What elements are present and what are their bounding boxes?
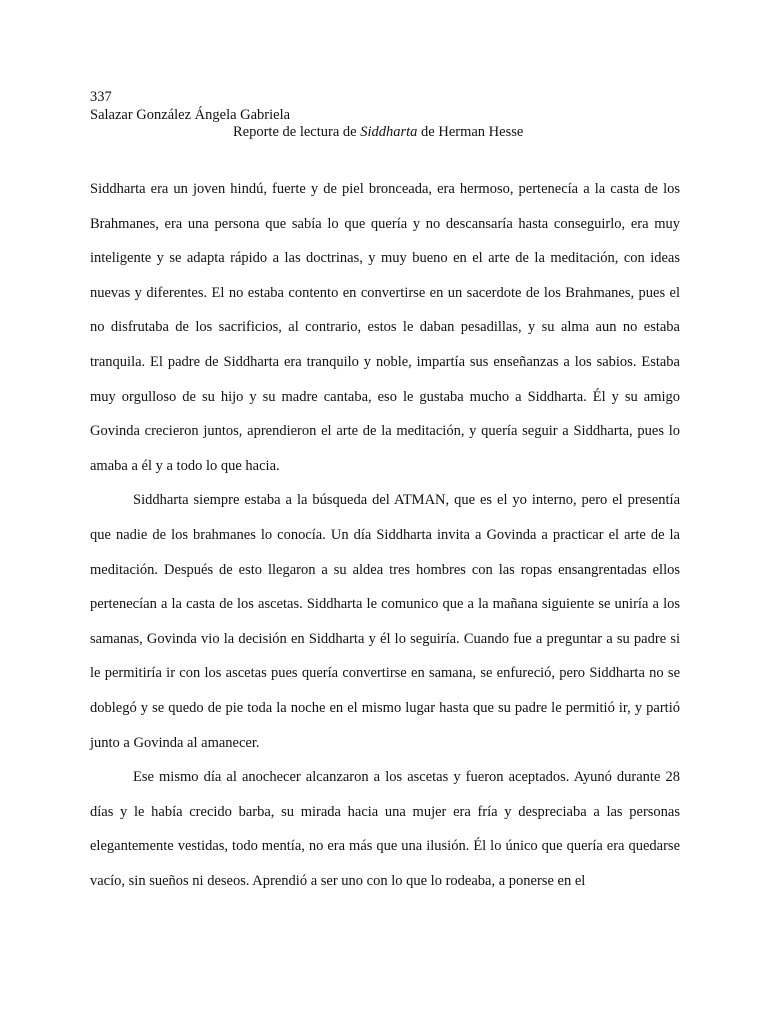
title-prefix: Reporte de lectura de bbox=[233, 124, 357, 140]
document-header bbox=[90, 88, 290, 124]
page-number: 337 bbox=[90, 89, 112, 105]
author-name: Salazar González Ángela Gabriela bbox=[90, 107, 291, 123]
report-title bbox=[233, 124, 523, 141]
paragraph-3: Ese mismo día al anochecer alcanzaron a los ascetas y fueron aceptados. Ayunó durante 28 días y le había crecido barba, su mirada hacia una mujer era fría y despreciaba a las personas elegantemente vestidas, todo mentía, no era más que una ilusión. Él lo único que quería era quedarse vacío, sin sueños ni deseos. Aprendió a ser uno con lo que lo rodeaba, a ponerse en el bbox=[90, 769, 680, 889]
paragraph-2: Siddharta siempre estaba a la búsqueda del ATMAN, que es el yo interno, pero el presentía que nadie de los brahmanes lo conocía. Un día Siddharta invita a Govinda a practicar el arte de la meditación. Después de esto llegaron a su aldea tres hombres con las ropas ensangrentadas ellos pertenecían a la casta de los ascetas. Siddharta le comunico que a la mañana siguiente se uniría a los samanas, Govinda vio la decisión en Siddharta y él lo seguiría. Cuando fue a preguntar a su padre si le permitiría ir con los ascetas pues quería convertirse en samana, se enfureció, pero Siddharta no se doblegó y se quedo de pie toda la noche en el mismo lugar hasta que su padre le permitió ir, y partió junto a Govinda al amanecer. bbox=[90, 492, 680, 751]
paragraph-1: Siddharta era un joven hindú, fuerte y de piel bronceada, era hermoso, pertenecía a la casta de los Brahmanes, era una persona que sabía lo que quería y no descansaría hasta conseguirlo, era muy inteligente y se adapta rápido a las doctrinas, y muy bueno en el arte de la meditación, con ideas nuevas y diferentes. El no estaba contento en convertirse en un sacerdote de los Brahmanes, pues el no disfrutaba de los sacrificios, al contrario, estos le daban pesadillas, y su alma aun no estaba tranquila. El padre de Siddharta era tranquilo y noble, impartía sus enseñanzas a los sabios. Estaba muy orgulloso de su hijo y su madre cantaba, eso le gustaba mucho a Siddharta. Él y su amigo Govinda crecieron juntos, aprendieron el arte de la meditación, y quería seguir a Siddharta, pues lo amaba a él y a todo lo que hacia. bbox=[90, 181, 680, 474]
body-text bbox=[90, 172, 680, 898]
book-title: Siddharta bbox=[360, 124, 418, 140]
title-suffix: de Herman Hesse bbox=[421, 124, 524, 140]
